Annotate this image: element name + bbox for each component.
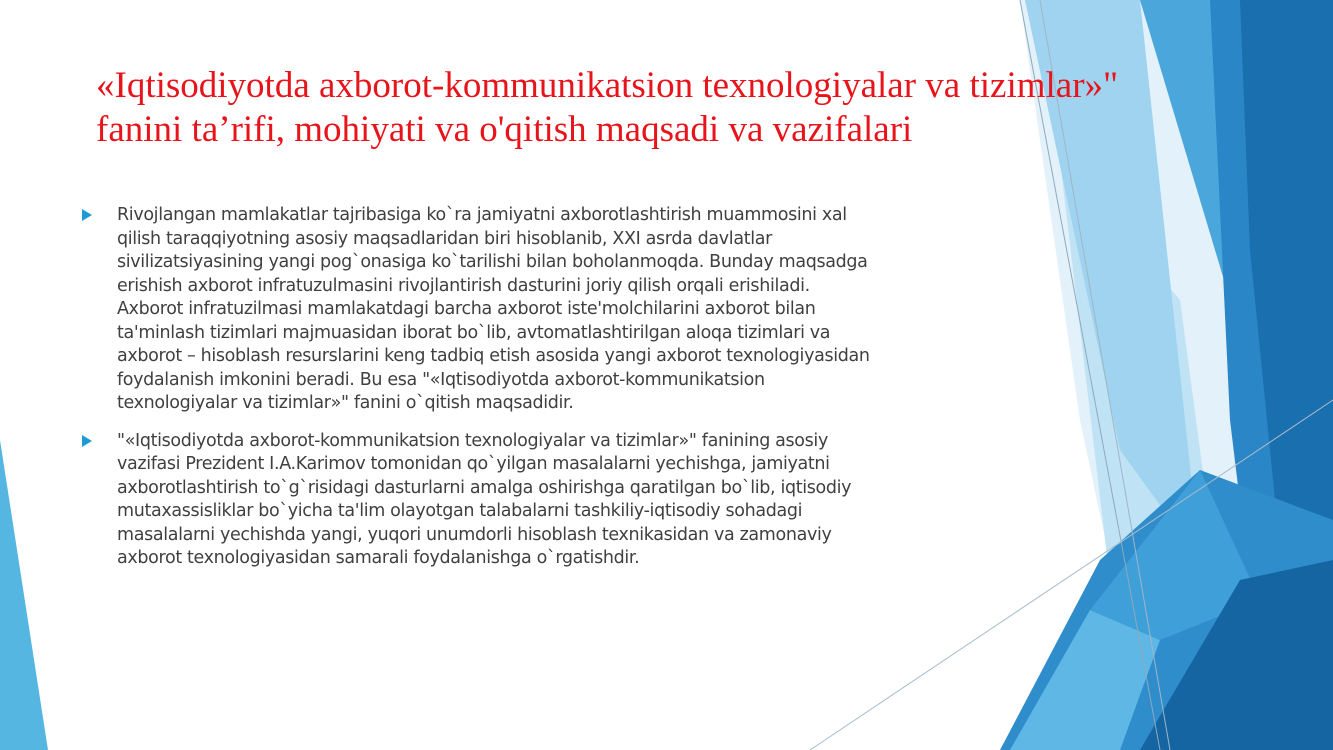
text-line: sivilizatsiyasining yangi pog`onasiga ko`tarilishi bilan boholanmoqda. Bunday maqsadga [117,252,868,272]
bullet-text [117,430,1012,571]
text-line: "«Iqtisodiyotda axborot-kommunikatsion texnologiyalar va tizimlar»" fanining asosiy [117,430,828,451]
text-line: vazifasi Prezident I.A.Karimov tomonidan qo`yilgan masalalarni yechishga, jamiyatni [117,454,830,474]
text-line: Axborot infratuzilmasi mamlakatdagi barcha axborot iste'molchilarini axborot bilan [117,299,816,319]
slide-title [96,64,1316,152]
title-line: «Iqtisodiyotda axborot-kommunikatsion texnologiyalar va tizimlar»" [96,65,1119,106]
bullet-text [117,204,1012,416]
bullet-list [82,204,1012,585]
text-line: axborot texnologiyasidan samarali foydalanishga o`rgatishdir. [117,548,640,568]
text-line: masalalarni yechishda yangi, yuqori unumdorli hisoblash texnikasidan va zamonaviy [117,524,832,545]
title-line: fanini ta’rifi, mohiyati va o'qitish maqsadi va vazifalari [96,109,913,150]
bullet-arrow-icon [82,435,92,447]
text-line: mutaxassisliklar bo`yicha ta'lim olayotgan talabalarni tashkiliy-iqtisodiy sohadagi [117,501,803,521]
text-line: Rivojlangan mamlakatlar tajribasiga ko`ra jamiyatni axborotlashtirish muammosini xal [117,205,847,225]
text-line: qilish taraqqiyotning asosiy maqsadlaridan biri hisoblanib, XXI asrda davlatlar [117,228,772,249]
bullet-arrow-icon [82,209,92,221]
text-line: foydalanish imkonini beradi. Bu esa "«Iqtisodiyotda axborot-kommunikatsion [117,369,765,390]
text-line: erishish axborot infratuzulmasini rivojlantirish dasturini joriy qilish orqali erishiladi. [117,275,810,296]
text-line: texnologiyalar va tizimlar»" fanini o`qitish maqsadidir. [117,393,574,413]
text-line: axborotlashtirish to`g`risidagi dasturlarni amalga oshirishga qaratilgan bo`lib, iqtisodiy [117,477,852,498]
bullet-item [82,204,1012,416]
bullet-item [82,430,1012,571]
text-line: ta'minlash tizimlari majmuasidan iborat bo`lib, avtomatlashtirilgan aloqa tizimlari va [117,322,831,343]
text-line: axborot – hisoblash resurslarini keng tadbiq etish asosida yangi axborot texnologiyasidan [117,346,870,366]
left-facet [0,440,48,750]
